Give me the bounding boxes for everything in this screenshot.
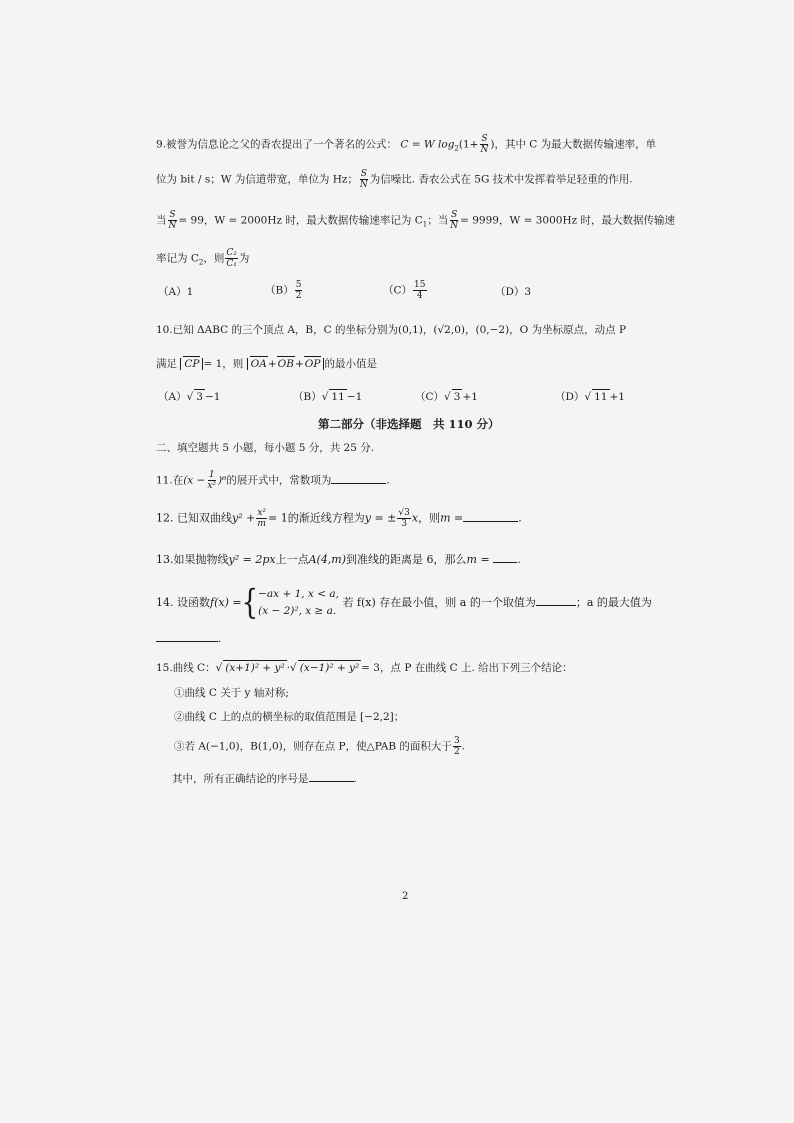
radicand-2: (x−1)² + y² [299, 662, 360, 674]
q11-text: 11.在 [156, 474, 184, 487]
period: . [461, 740, 466, 753]
eq-rhs: = 1 [268, 511, 288, 525]
q14 [156, 583, 652, 623]
q9-text: 9.被誉为信息论之父的香农提出了一个著名的公式： [156, 138, 398, 151]
frac-den: N [450, 221, 459, 231]
page-number: 2 [402, 891, 409, 902]
frac-den: N [168, 221, 177, 231]
q9-when: 当 [156, 214, 167, 227]
frac-den: N [480, 145, 489, 155]
eq-rhs: = 3 [361, 662, 380, 674]
frac-num: S [360, 169, 367, 179]
option-fraction [295, 280, 303, 301]
asymptote-eq: y = ± [364, 511, 397, 525]
period: . [386, 474, 390, 487]
q10-line-1 [156, 323, 626, 337]
period: . [517, 553, 521, 566]
hyperbola-eq: y² + [232, 511, 256, 525]
frac-den: C₁ [226, 259, 237, 269]
option-label: （B） [265, 284, 294, 297]
frac-num: 3 [453, 736, 460, 746]
radicand: 3 [196, 391, 203, 403]
q9-option-a: （A）1 [158, 286, 194, 298]
option-tail: +1 [609, 391, 625, 403]
radicand-1: (x+1)² + y² [225, 662, 285, 674]
q10-then: = 1，则 [203, 358, 244, 370]
three-halves [453, 736, 461, 757]
q10-satisfy: 满足 [156, 358, 177, 370]
q10-points: (0,1)，(√2,0)，(0,−2) [398, 324, 510, 336]
period: . [353, 773, 357, 785]
q15-answer-blank[interactable] [309, 771, 354, 782]
frac-num: 15 [414, 280, 426, 290]
q9-cond-2: = 9999，W = 3000Hz 时，最大数据传输速 [460, 214, 675, 227]
q15-conclusion-3 [174, 736, 465, 757]
formula-part: (1+ [458, 138, 479, 151]
frac-num: x² [257, 508, 267, 518]
snr-fraction-3 [168, 210, 178, 231]
frac-num: 5 [295, 280, 302, 290]
option-label: （C） [383, 284, 413, 297]
q11-fraction [206, 470, 217, 491]
q10-min: 的最小值是 [324, 358, 377, 370]
q13-answer-blank[interactable] [493, 552, 517, 563]
q12-then: ，则 [418, 511, 441, 525]
asymptote-fraction [397, 508, 410, 529]
frac-num: C₂ [226, 248, 237, 258]
q15-line-1: 15.曲线 C：√ (x+1)² + y² ·√ (x−1)² + y² = 3，点 P 在曲线 C 上. 给出下列三个结论： [156, 662, 573, 674]
asymptote-x: x [411, 511, 419, 525]
period: . [518, 511, 522, 525]
frac-num: S [481, 134, 488, 144]
conclusion-3-text: ③若 A(−1,0)，B(1,0)，则存在点 P，使△PAB 的面积大于 [174, 740, 452, 753]
point-a: A(4,m) [308, 553, 347, 566]
snr-fraction-4 [449, 210, 459, 231]
q10-line-2 [156, 356, 377, 371]
frac-den: x² [207, 481, 217, 491]
q12-text: 12. 已知双曲线 [156, 511, 232, 525]
period: . [218, 633, 222, 645]
q15-text: 15.曲线 C： [156, 662, 216, 674]
function-def: f(x) = [210, 596, 242, 609]
q12 [156, 508, 522, 529]
frac-num: S [451, 210, 458, 220]
option-tail: −1 [346, 391, 363, 403]
formula-close: ) [490, 138, 495, 151]
vector-oa: OA [250, 358, 267, 370]
frac-num: √3 [398, 508, 410, 518]
q14-answer-blank-1[interactable] [536, 595, 576, 606]
option-fraction [413, 280, 426, 301]
left-brace: { [241, 583, 259, 623]
q9-then: ，则 [203, 252, 225, 265]
sub-1: 1 [422, 220, 428, 229]
frac-den: N [359, 180, 368, 190]
q9-cond-1: = 99，W = 2000Hz 时，最大数据传输速率记为 C [178, 214, 423, 227]
q15-conclusion-1: ①曲线 C 关于 y 轴对称; [174, 687, 289, 699]
snr-fraction [479, 134, 489, 155]
vector-ob: OB [277, 358, 294, 370]
vector-cp: CP [184, 358, 200, 370]
sub-2: 2 [198, 258, 204, 267]
q14-text: 14. 设函数 [156, 596, 210, 609]
ratio-fraction [225, 248, 238, 269]
vector-sum-magnitude [247, 358, 325, 370]
q13-text-2: 上一点 [275, 553, 309, 566]
q11-text-2: 的展开式中，常数项为 [226, 474, 332, 487]
q9-text-2: ，其中 C 为最大数据传输速率，单 [494, 138, 657, 151]
case-1: −ax + 1, x < a, [258, 588, 339, 600]
frac-den: 3 [401, 519, 407, 529]
q11 [156, 470, 390, 491]
q10-text-2: ，O 为坐标原点，动点 P [509, 324, 627, 336]
binomial-power: )⁶ [218, 474, 227, 487]
frac-num: S [169, 210, 176, 220]
q9-line-1 [156, 134, 656, 156]
q14-text-3: ；a 的最大值为 [575, 596, 652, 609]
q12-answer-blank[interactable] [463, 511, 518, 522]
q9-when-2: ；当 [427, 214, 449, 227]
frac-num: 1 [208, 470, 215, 480]
frac-den: m [257, 519, 266, 529]
option-label: （A） [158, 391, 187, 403]
q12-text-2: 的渐近线方程为 [287, 511, 365, 525]
q10-option-b: （B）√ 11 −1 [293, 391, 363, 403]
option-tail: −1 [204, 391, 221, 403]
q10-text: 10.已知 ΔABC 的三个顶点 A，B，C 的坐标分别为 [156, 324, 398, 336]
q10-option-c: （C）√ 3 +1 [415, 391, 478, 403]
m-label: m = [466, 553, 490, 566]
q9-line-3 [156, 210, 675, 232]
m-label: m = [440, 511, 464, 525]
q15-answer-line [172, 771, 357, 786]
q13-text: 13.如果抛物线 [156, 553, 229, 566]
q14-line-2 [156, 631, 221, 646]
piecewise-cases [258, 586, 339, 620]
vector-op: OP [304, 358, 321, 370]
q9-option-c [383, 280, 428, 301]
snr-fraction-2 [359, 169, 369, 190]
option-tail: +1 [462, 391, 478, 403]
frac-den: 4 [416, 291, 423, 301]
section-heading: 二、填空题共 5 小题，每小题 5 分，共 25 分. [156, 442, 375, 454]
option-label: （B） [293, 391, 322, 403]
binomial-expr: (x − [183, 474, 206, 487]
q9-snr-text: 为信噪比. 香农公式在 5G 技术中发挥着举足轻重的作用. [369, 173, 633, 186]
q9-option-b [265, 280, 303, 301]
part2-title: 第二部分（非选择题 共 110 分） [318, 417, 500, 431]
plus-sign: + [294, 358, 304, 370]
q9-rate-text: 率记为 C [156, 252, 199, 265]
radicand: 11 [331, 391, 345, 403]
q14-text-2: 若 f(x) 存在最小值，则 a 的一个取值为 [342, 596, 536, 609]
plus-sign: + [267, 358, 277, 370]
q9-unit-text: 位为 bit / s；W 为信道带宽，单位为 Hz； [156, 173, 358, 186]
shannon-formula: C = W log [400, 138, 455, 151]
q9-line-4 [156, 248, 249, 270]
q11-answer-blank[interactable] [331, 473, 386, 484]
case-2: (x − 2)², x ≥ a. [258, 605, 337, 617]
q13 [156, 552, 521, 567]
option-label: （D） [555, 391, 585, 403]
q9-line-2 [156, 169, 633, 190]
radicand: 3 [453, 391, 461, 403]
q15-text-2: ，点 P 在曲线 C 上. 给出下列三个结论： [380, 662, 573, 674]
q13-text-3: 到准线的距离是 6，那么 [346, 553, 467, 566]
option-label: （C） [415, 391, 445, 403]
times-dot: · [286, 662, 291, 674]
frac-den: 2 [453, 747, 460, 757]
q15-tail: 其中，所有正确结论的序号是 [172, 773, 309, 785]
log-base: 2 [454, 144, 459, 153]
q10-option-d: （D）√ 11 +1 [555, 391, 625, 403]
parabola-eq: y² = 2px [228, 553, 276, 566]
frac-den: 2 [295, 291, 302, 301]
q9-option-d: （D）3 [495, 286, 532, 298]
radicand: 11 [594, 391, 608, 403]
q12-fraction [256, 508, 267, 529]
q15-conclusion-2: ②曲线 C 上的点的横坐标的取值范围是 [−2,2]； [174, 711, 405, 723]
q9-is: 为 [238, 252, 250, 265]
cp-magnitude [180, 358, 203, 370]
q14-answer-blank-2[interactable] [156, 631, 218, 642]
q10-option-a: （A）√ 3 −1 [158, 391, 221, 403]
